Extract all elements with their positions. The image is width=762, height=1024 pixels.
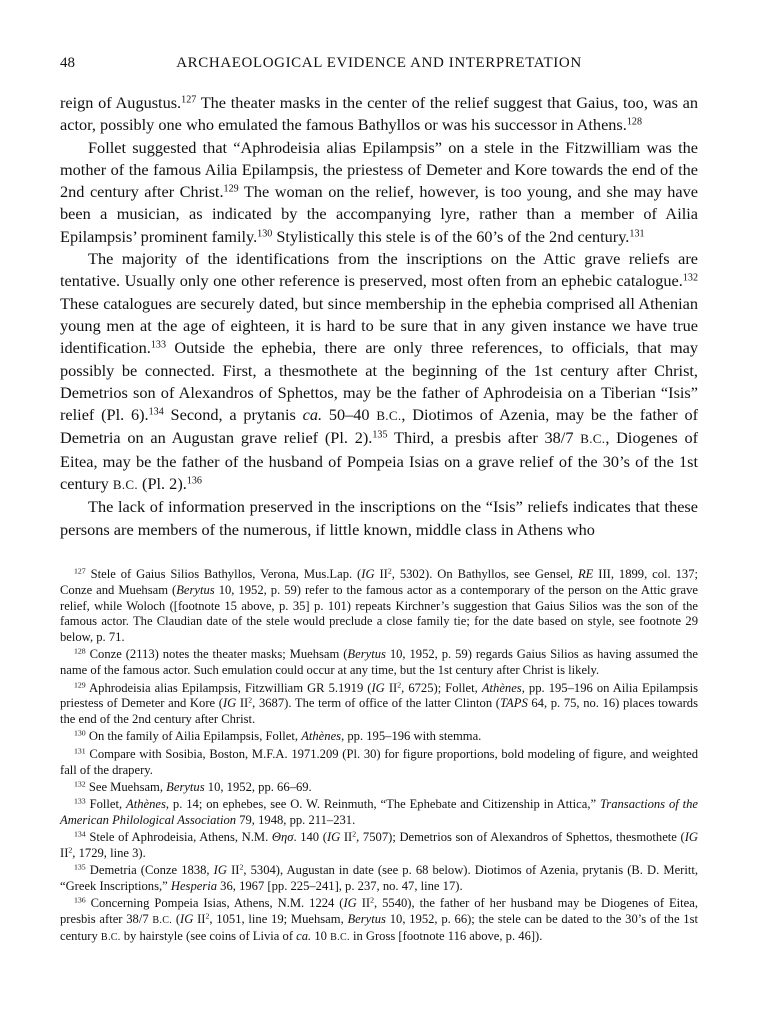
text-run: (	[172, 912, 181, 927]
italic-run: Athènes	[301, 729, 342, 744]
footnote-ref: 2	[397, 680, 402, 690]
running-head: ARCHAEOLOGICAL EVIDENCE AND INTERPRETATION	[176, 55, 582, 71]
page-header	[60, 55, 698, 77]
text-run: III, 1899, col. 137; Conze and Muehsam (	[60, 567, 698, 597]
text-run: Follet suggested that “Aphrodeisia alias Epilampsis” on a stele in the Fitzwilliam was the mother of the famous Ailia Epilampsis, the priestess of Demeter and Kore towards the end of the 2nd century after Christ.	[60, 137, 698, 202]
text-run: 10, 1952, p. 66); the stele can be dated to the 30’s of the 1st century	[60, 912, 698, 944]
footnote-127	[60, 567, 698, 646]
footnote-ref: 2	[370, 896, 375, 906]
small-caps-run: B.C.	[330, 932, 350, 944]
footnote-ref: 134	[74, 829, 86, 839]
footnote-ref: 135	[74, 863, 86, 873]
text-run: II	[384, 680, 398, 695]
footnote-ref: 2	[387, 566, 392, 576]
footnote-ref: 2	[352, 829, 357, 839]
text-run: , 1051, line 19; Muehsam,	[209, 912, 348, 927]
text-run: Aphrodeisia alias Epilampsis, Fitzwilliam GR 5.1919 (	[85, 680, 372, 695]
text-run: 64, p. 75, no. 16) places towards the end of the 2nd century after Christ.	[60, 696, 698, 727]
text-run: II	[60, 846, 69, 861]
italic-run: Berytus	[347, 912, 386, 927]
text-run: Stele of Gaius Silios Bathyllos, Verona, Mus.Lap. (	[85, 567, 362, 581]
italic-run: Berytus	[176, 582, 215, 597]
text-run: Third, a presbis after 38/7	[387, 428, 581, 448]
text-run: , 1729, line 3).	[72, 846, 146, 861]
footnote-ref: 131	[74, 746, 86, 756]
text-run: , Diotimos of Azenia, may be the father of Demetria on an Augustan grave relief (Pl. 2).	[60, 405, 699, 448]
italic-run: IG	[361, 567, 375, 581]
text-run: II	[226, 863, 240, 878]
footnote-135	[60, 863, 698, 895]
italic-run: IG	[371, 680, 385, 695]
text-run: , Diogenes of Eitea, may be the father of the husband of Pompeia Isias on a grave relief of the 30’s of the 1st century	[60, 428, 699, 494]
text-run: 10, 1952, p. 59) refer to the famous actor as a contemporary of the person on the Attic grave relief, while Woloch ([footnote 15 above, p. 35] p. 101) repeats Kirchner’s suggestion that Gaius Silios was the son of the famous actor. The Claudian date of the stele would preclude a close family tie; for the date based on style, see footnote 29 below, p. 71.	[60, 582, 699, 645]
small-caps-run: B.C.	[376, 408, 402, 424]
text-run: Second, a prytanis	[163, 405, 303, 425]
text-run: These catalogues are securely dated, but since membership in the ephebia comprised all Athenian young men at the age of eighteen, it is hard to be sure that in any given instance we have true identification.	[60, 293, 698, 358]
text-run: The majority of the identifications from the inscriptions on the Attic grave reliefs are tentative. Usually only one other reference is preserved, most often from an ephebic catalogue.	[60, 249, 698, 291]
footnote-ref: 129	[223, 183, 239, 195]
italic-run: IG	[343, 896, 357, 911]
small-caps-run: B.C.	[152, 915, 173, 927]
text-run: II	[340, 830, 353, 845]
text-run: 79, 1948, pp. 211–231.	[236, 812, 356, 827]
italic-run: IG	[213, 863, 227, 878]
text-run: Compare with Sosibia, Boston, M.F.A. 1971.209 (Pl. 30) for figure proportions, bold modeling of figure, and weighted fall of the drapery.	[60, 746, 698, 777]
footnote-ref: 130	[257, 228, 273, 240]
footnote-ref: 2	[239, 863, 244, 873]
text-run: , 5302). On Bathyllos, see Gensel,	[391, 567, 578, 581]
text-run: Stele of Aphrodeisia, Athens, N.M.	[85, 830, 272, 845]
italic-run: Berytus	[347, 647, 386, 662]
text-run: Follet,	[85, 797, 126, 812]
italic-run: Athènes	[481, 680, 522, 695]
footnote-133	[60, 797, 698, 829]
body-paragraph-4	[60, 496, 698, 541]
italic-run: IG	[326, 830, 341, 845]
body-paragraph-3	[60, 248, 698, 496]
small-caps-run: B.C.	[112, 477, 138, 493]
footnote-ref: 132	[682, 272, 698, 284]
text-run: The lack of information preserved in the inscriptions on the “Isis” reliefs indicates that these persons are members of the numerous, if little known, middle class in Athens who	[60, 497, 698, 539]
italic-run: IG	[222, 696, 237, 711]
text-run: 10, 1952, pp. 66–69.	[204, 779, 312, 794]
footnote-134	[60, 830, 698, 862]
italic-run: TAPS	[499, 696, 528, 711]
footnote-ref: 2	[248, 696, 253, 706]
italic-run: IG	[180, 912, 194, 927]
text-run: II	[374, 567, 388, 581]
italic-run: ca.	[296, 929, 312, 944]
text-run: , p. 14; on ephebes, see O. W. Reinmuth, “The Ephebate and Citizenship in Attica,”	[165, 797, 600, 812]
italic-run: RE	[577, 567, 594, 581]
text-run: in Gross [footnote 116 above, p. 46]).	[349, 929, 543, 944]
body-paragraph-1	[60, 92, 698, 137]
italic-run: Athènes	[126, 797, 166, 812]
text-run: . 140 (	[293, 830, 327, 845]
text-run: , pp. 195–196 on Ailia Epilampsis priestess of Demeter and Kore (	[60, 680, 698, 711]
italic-run: ca.	[302, 405, 323, 425]
text-run: 50–40	[322, 405, 377, 425]
footnote-129	[60, 681, 698, 728]
small-caps-run: B.C.	[100, 932, 121, 944]
text-run: by hairstyle (see coins of Livia of	[120, 929, 297, 944]
footnote-ref: 134	[148, 406, 164, 418]
footnote-131	[60, 747, 698, 779]
page-number: 48	[60, 55, 75, 71]
text-run: Conze (2113) notes the theater masks; Muehsam (	[85, 647, 348, 662]
text-run: The woman on the relief, however, is too young, and she may have been a musician, as indicated by the accompanying lyre, rather than a member of Ailia Epilampsis’ prominent family.	[60, 182, 698, 246]
text-run: , 5304), Augustan in date (see p. 68 below). Diotimos of Azenia, prytanis (B. D. Meritt, “Greek Inscriptions,”	[60, 863, 699, 894]
footnote-ref: 131	[629, 228, 645, 240]
text-run: , 3687). The term of office of the latter Clinton (	[252, 696, 500, 711]
text-run: 36, 1967 [pp. 225–241], p. 237, no. 47, line 17).	[217, 879, 463, 894]
italic-run: Θησ	[271, 830, 294, 845]
text-run: Outside the ephebia, there are only three references, to officials, that may possibly be connected. First, a thesmothete at the beginning of the 1st century after Christ, Demetrios son of Alexandros of Sphettos, may be the father of Aphrodeisia on a Tiberian “Isis” relief (Pl. 6).	[60, 338, 698, 425]
small-caps-run: B.C.	[580, 431, 606, 447]
footnote-136	[60, 896, 698, 945]
footnote-ref: 128	[74, 647, 86, 657]
italic-run: Berytus	[166, 779, 205, 794]
footnote-ref: 135	[372, 429, 388, 441]
footnote-130	[60, 729, 698, 745]
italic-run: Transactions of the American Philological Association	[60, 797, 699, 827]
italic-run: IG	[684, 830, 698, 845]
text-run: 10, 1952, p. 59) regards Gaius Silios as having assumed the name of the famous actor. Such emulation could occur at any time, but the 1st century after Christ is likely.	[60, 647, 699, 678]
text-run: reign of Augustus.	[60, 93, 182, 112]
footnote-ref: 132	[74, 779, 86, 789]
footnote-ref: 136	[186, 475, 202, 487]
footnote-ref: 136	[74, 896, 86, 906]
text-run: , 7507); Demetrios son of Alexandros of Sphettos, thesmothete (	[356, 830, 685, 845]
text-run: See Muehsam,	[85, 779, 167, 794]
footnotes	[60, 567, 698, 947]
text-run: On the family of Ailia Epilampsis, Follet,	[85, 729, 302, 744]
text-run: II	[356, 896, 371, 911]
text-run: 10	[311, 929, 331, 944]
footnote-ref: 2	[205, 911, 210, 921]
footnote-ref: 133	[150, 339, 167, 351]
footnote-132	[60, 780, 698, 796]
text-run: II	[193, 912, 206, 927]
footnote-ref: 128	[626, 116, 642, 128]
footnote-ref: 127	[181, 94, 197, 106]
text-run: , pp. 195–196 with stemma.	[341, 729, 482, 744]
text-run: Demetria (Conze 1838,	[85, 863, 214, 878]
footnote-ref: 127	[74, 566, 86, 576]
text-run: Stylistically this stele is of the 60’s of the 2nd century.	[272, 226, 630, 246]
footnote-ref: 133	[74, 796, 86, 806]
text-run: Concerning Pompeia Isias, Athens, N.M. 1224 (	[85, 896, 344, 911]
italic-run: Hesperia	[170, 879, 218, 894]
body-paragraph-2	[60, 137, 698, 248]
footnote-128	[60, 647, 698, 679]
text-run: , 5540), the father of her husband may be Diogenes of Eitea, presbis after 38/7	[60, 896, 699, 927]
footnote-ref: 2	[68, 845, 73, 855]
text-run: , 6725); Follet,	[401, 680, 482, 695]
text-run: II	[236, 696, 249, 711]
footnote-ref: 129	[74, 680, 86, 690]
body-text	[60, 92, 698, 541]
text-run: (Pl. 2).	[137, 474, 187, 494]
footnote-ref: 130	[74, 729, 86, 739]
text-run: The theater masks in the center of the relief suggest that Gaius, too, was an actor, possibly one who emulated the famous Bathyllos or was his successor in Athens.	[60, 93, 699, 135]
